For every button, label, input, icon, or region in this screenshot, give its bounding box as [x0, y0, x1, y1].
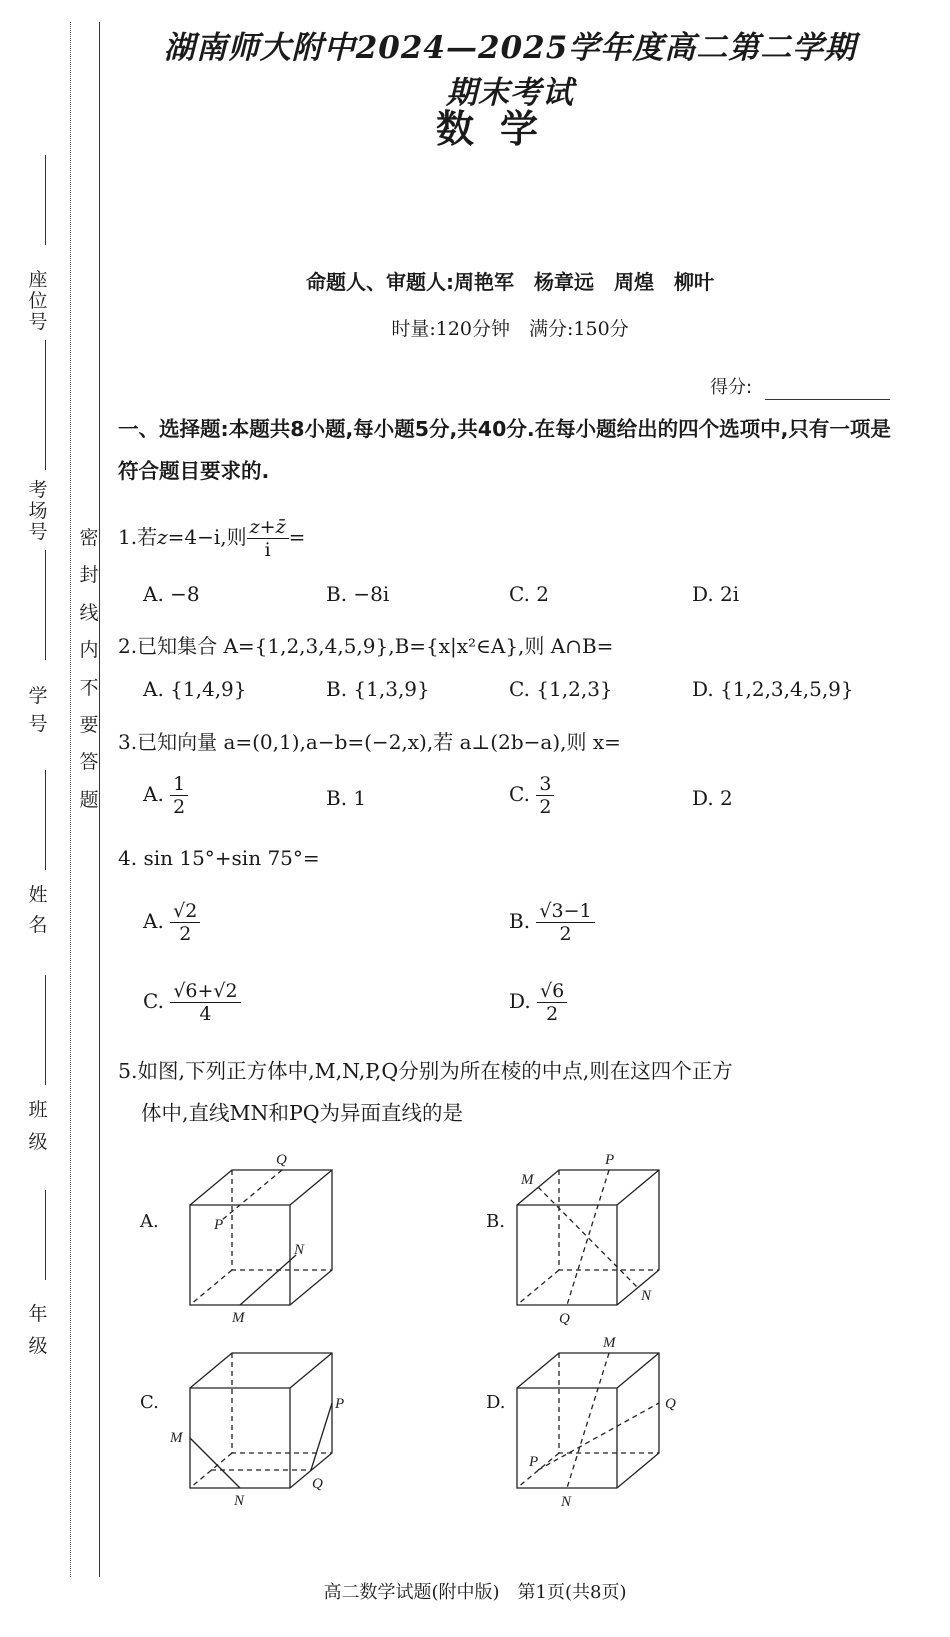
q5-line-1: 5.如图,下列正方体中,M,N,P,Q分别为所在棱的中点,则在这四个正方	[118, 1059, 733, 1083]
q3-a-fraction	[170, 773, 188, 818]
q1-mid: =4−i,则	[167, 525, 247, 549]
cube-a-line-pq	[222, 1170, 282, 1220]
q4-a-den: 2	[179, 923, 192, 945]
cube-a-front-edges	[190, 1170, 332, 1305]
cube-b-front-edges	[517, 1170, 659, 1305]
q2-option-b[interactable]: B. {1,3,9}	[326, 677, 430, 701]
cube-a-label-p: P	[214, 1217, 224, 1233]
cube-a-label-m: M	[232, 1310, 245, 1325]
cube-c-label-m: M	[170, 1430, 183, 1446]
q1-option-a[interactable]: A. −8	[143, 582, 200, 606]
fig-b-label[interactable]: B.	[486, 1211, 505, 1232]
cube-a-label-q: Q	[276, 1152, 287, 1168]
q3-a-den: 2	[173, 796, 186, 818]
q5-line-2: 体中,直线MN和PQ为异面直线的是	[141, 1101, 464, 1125]
q4-c-num: √6+√2	[170, 980, 240, 1003]
cube-figure-c[interactable]	[160, 1348, 360, 1508]
cube-a-outline	[190, 1170, 332, 1305]
q1-frac-den: i	[264, 539, 271, 561]
cube-c-label-q: Q	[312, 1476, 323, 1492]
room-fill-line	[45, 340, 46, 470]
q1-suffix: =	[288, 525, 306, 549]
cube-c-outline	[190, 1353, 332, 1488]
question-5	[118, 1050, 898, 1134]
q4-option-a[interactable]	[143, 900, 200, 945]
section-heading: 一、选择题:本题共8小题,每小题5分,共40分.在每小题给出的四个选项中,只有一项是符合题目要求的.	[118, 417, 891, 483]
cube-b-label-p: P	[605, 1152, 615, 1168]
q1-frac-num: z+z̄	[247, 516, 289, 539]
q3-option-d[interactable]: D. 2	[692, 786, 733, 810]
q3-a-label: A.	[143, 782, 164, 806]
q4-d-label: D.	[509, 989, 531, 1013]
seat-fill-line	[45, 155, 46, 245]
authors: 命题人、审题人:周艳军 杨章远 周煌 柳叶	[306, 270, 714, 294]
q2-option-a[interactable]: A. {1,4,9}	[143, 677, 247, 701]
q3-a-num: 1	[170, 773, 188, 796]
q4-a-fraction	[170, 900, 200, 945]
cube-c-hidden-edges	[190, 1353, 332, 1488]
q4-d-fraction	[537, 980, 567, 1025]
q3-option-c[interactable]	[509, 773, 554, 818]
cube-c-front-edges	[190, 1353, 332, 1488]
cube-c-label-n: N	[234, 1493, 245, 1508]
cube-b-label-n: N	[641, 1288, 652, 1304]
q4-option-b[interactable]	[509, 900, 595, 945]
q2-option-d[interactable]: D. {1,2,3,4,5,9}	[692, 677, 854, 701]
q3-c-fraction	[536, 773, 554, 818]
binding-dotted-line	[70, 22, 71, 1577]
q4-c-den: 4	[199, 1003, 212, 1025]
fig-d-label[interactable]: D.	[486, 1392, 506, 1413]
cube-b-label-q: Q	[559, 1311, 570, 1325]
q4-c-fraction	[170, 980, 240, 1025]
cube-figure-b[interactable]	[505, 1150, 685, 1325]
q1-option-c[interactable]: C. 2	[509, 582, 550, 606]
cube-b-line-mn	[538, 1187, 638, 1288]
cube-d-front-edges	[517, 1353, 659, 1488]
cube-a-label-n: N	[294, 1242, 305, 1258]
cube-d-label-q: Q	[665, 1396, 676, 1412]
q1-prefix: 1.若	[118, 525, 158, 549]
class-label: 班 级	[28, 1099, 67, 1153]
q3-option-b[interactable]: B. 1	[326, 786, 367, 810]
grade-label: 年 级	[28, 1303, 67, 1357]
cube-b-label-m: M	[521, 1172, 534, 1188]
cube-b-hidden-edges	[517, 1170, 659, 1305]
cube-c-label-p: P	[335, 1396, 345, 1412]
question-3: 3.已知向量 a=(0,1),a−b=(−2,x),若 a⊥(2b−a),则 x=	[118, 730, 621, 754]
cube-figure-d[interactable]	[505, 1330, 695, 1510]
q3-c-label: C.	[509, 782, 530, 806]
question-4: 4. sin 15°+sin 75°=	[118, 846, 320, 870]
cube-d-hidden-edges	[517, 1353, 659, 1488]
cube-d-line-pq	[538, 1403, 659, 1470]
q1-fraction	[247, 516, 289, 561]
cube-d-outline	[517, 1353, 659, 1488]
q4-d-num: √6	[537, 980, 567, 1003]
subject-title: 数学	[435, 106, 564, 151]
q4-b-fraction	[536, 900, 594, 945]
q4-a-num: √2	[170, 900, 200, 923]
q4-b-num: √3−1	[536, 900, 594, 923]
cube-d-label-n: N	[561, 1494, 572, 1510]
student-no-label: 学 号	[28, 685, 67, 735]
time-info: 时量:120分钟 满分:150分	[391, 318, 629, 340]
cube-b-outline	[517, 1170, 659, 1305]
q3-c-den: 2	[539, 796, 552, 818]
class-fill-line	[45, 975, 46, 1085]
exam-title: 湖南师大附中2024—2025学年度高二第二学期期末考试	[163, 30, 857, 111]
q3-c-num: 3	[536, 773, 554, 796]
fig-c-label[interactable]: C.	[140, 1392, 159, 1413]
score-label: 得分:	[710, 377, 753, 398]
seat-label: 座位号	[28, 269, 48, 333]
q4-d-den: 2	[546, 1003, 559, 1025]
fig-a-label[interactable]: A.	[140, 1211, 159, 1232]
cube-a-hidden-edges	[190, 1170, 332, 1305]
q1-option-b[interactable]: B. −8i	[326, 582, 390, 606]
q1-var: z	[157, 525, 168, 549]
room-label: 考场号	[28, 479, 48, 543]
question-1	[118, 516, 305, 561]
cube-a-line-mn	[240, 1255, 296, 1305]
seal-warning: 密封线内不要答题	[79, 527, 99, 811]
cube-d-label-m: M	[603, 1335, 616, 1351]
cube-b-line-pq	[567, 1170, 609, 1305]
q3-option-a[interactable]	[143, 773, 188, 818]
cube-d-label-p: P	[529, 1454, 539, 1470]
q4-b-label: B.	[509, 909, 531, 933]
cube-c-line-pq	[311, 1403, 332, 1470]
q4-option-c[interactable]	[143, 980, 241, 1025]
q2-option-c[interactable]: C. {1,2,3}	[509, 677, 613, 701]
score-blank[interactable]	[765, 399, 890, 400]
question-2: 2.已知集合 A={1,2,3,4,5,9},B={x|x²∈A},则 A∩B=	[118, 634, 614, 658]
page-footer: 高二数学试题(附中版) 第1页(共8页)	[323, 1582, 627, 1603]
name-fill-line	[45, 770, 46, 870]
q4-c-label: C.	[143, 989, 164, 1013]
name-label: 姓 名	[28, 884, 67, 936]
grade-fill-line	[45, 1190, 46, 1280]
cube-figure-a[interactable]	[180, 1150, 350, 1325]
q4-option-d[interactable]	[509, 980, 567, 1025]
q4-a-label: A.	[143, 909, 164, 933]
cube-d-line-mn	[567, 1353, 609, 1488]
q1-option-d[interactable]: D. 2i	[692, 582, 740, 606]
q4-b-den: 2	[559, 923, 572, 945]
student-no-fill-line	[45, 550, 46, 660]
